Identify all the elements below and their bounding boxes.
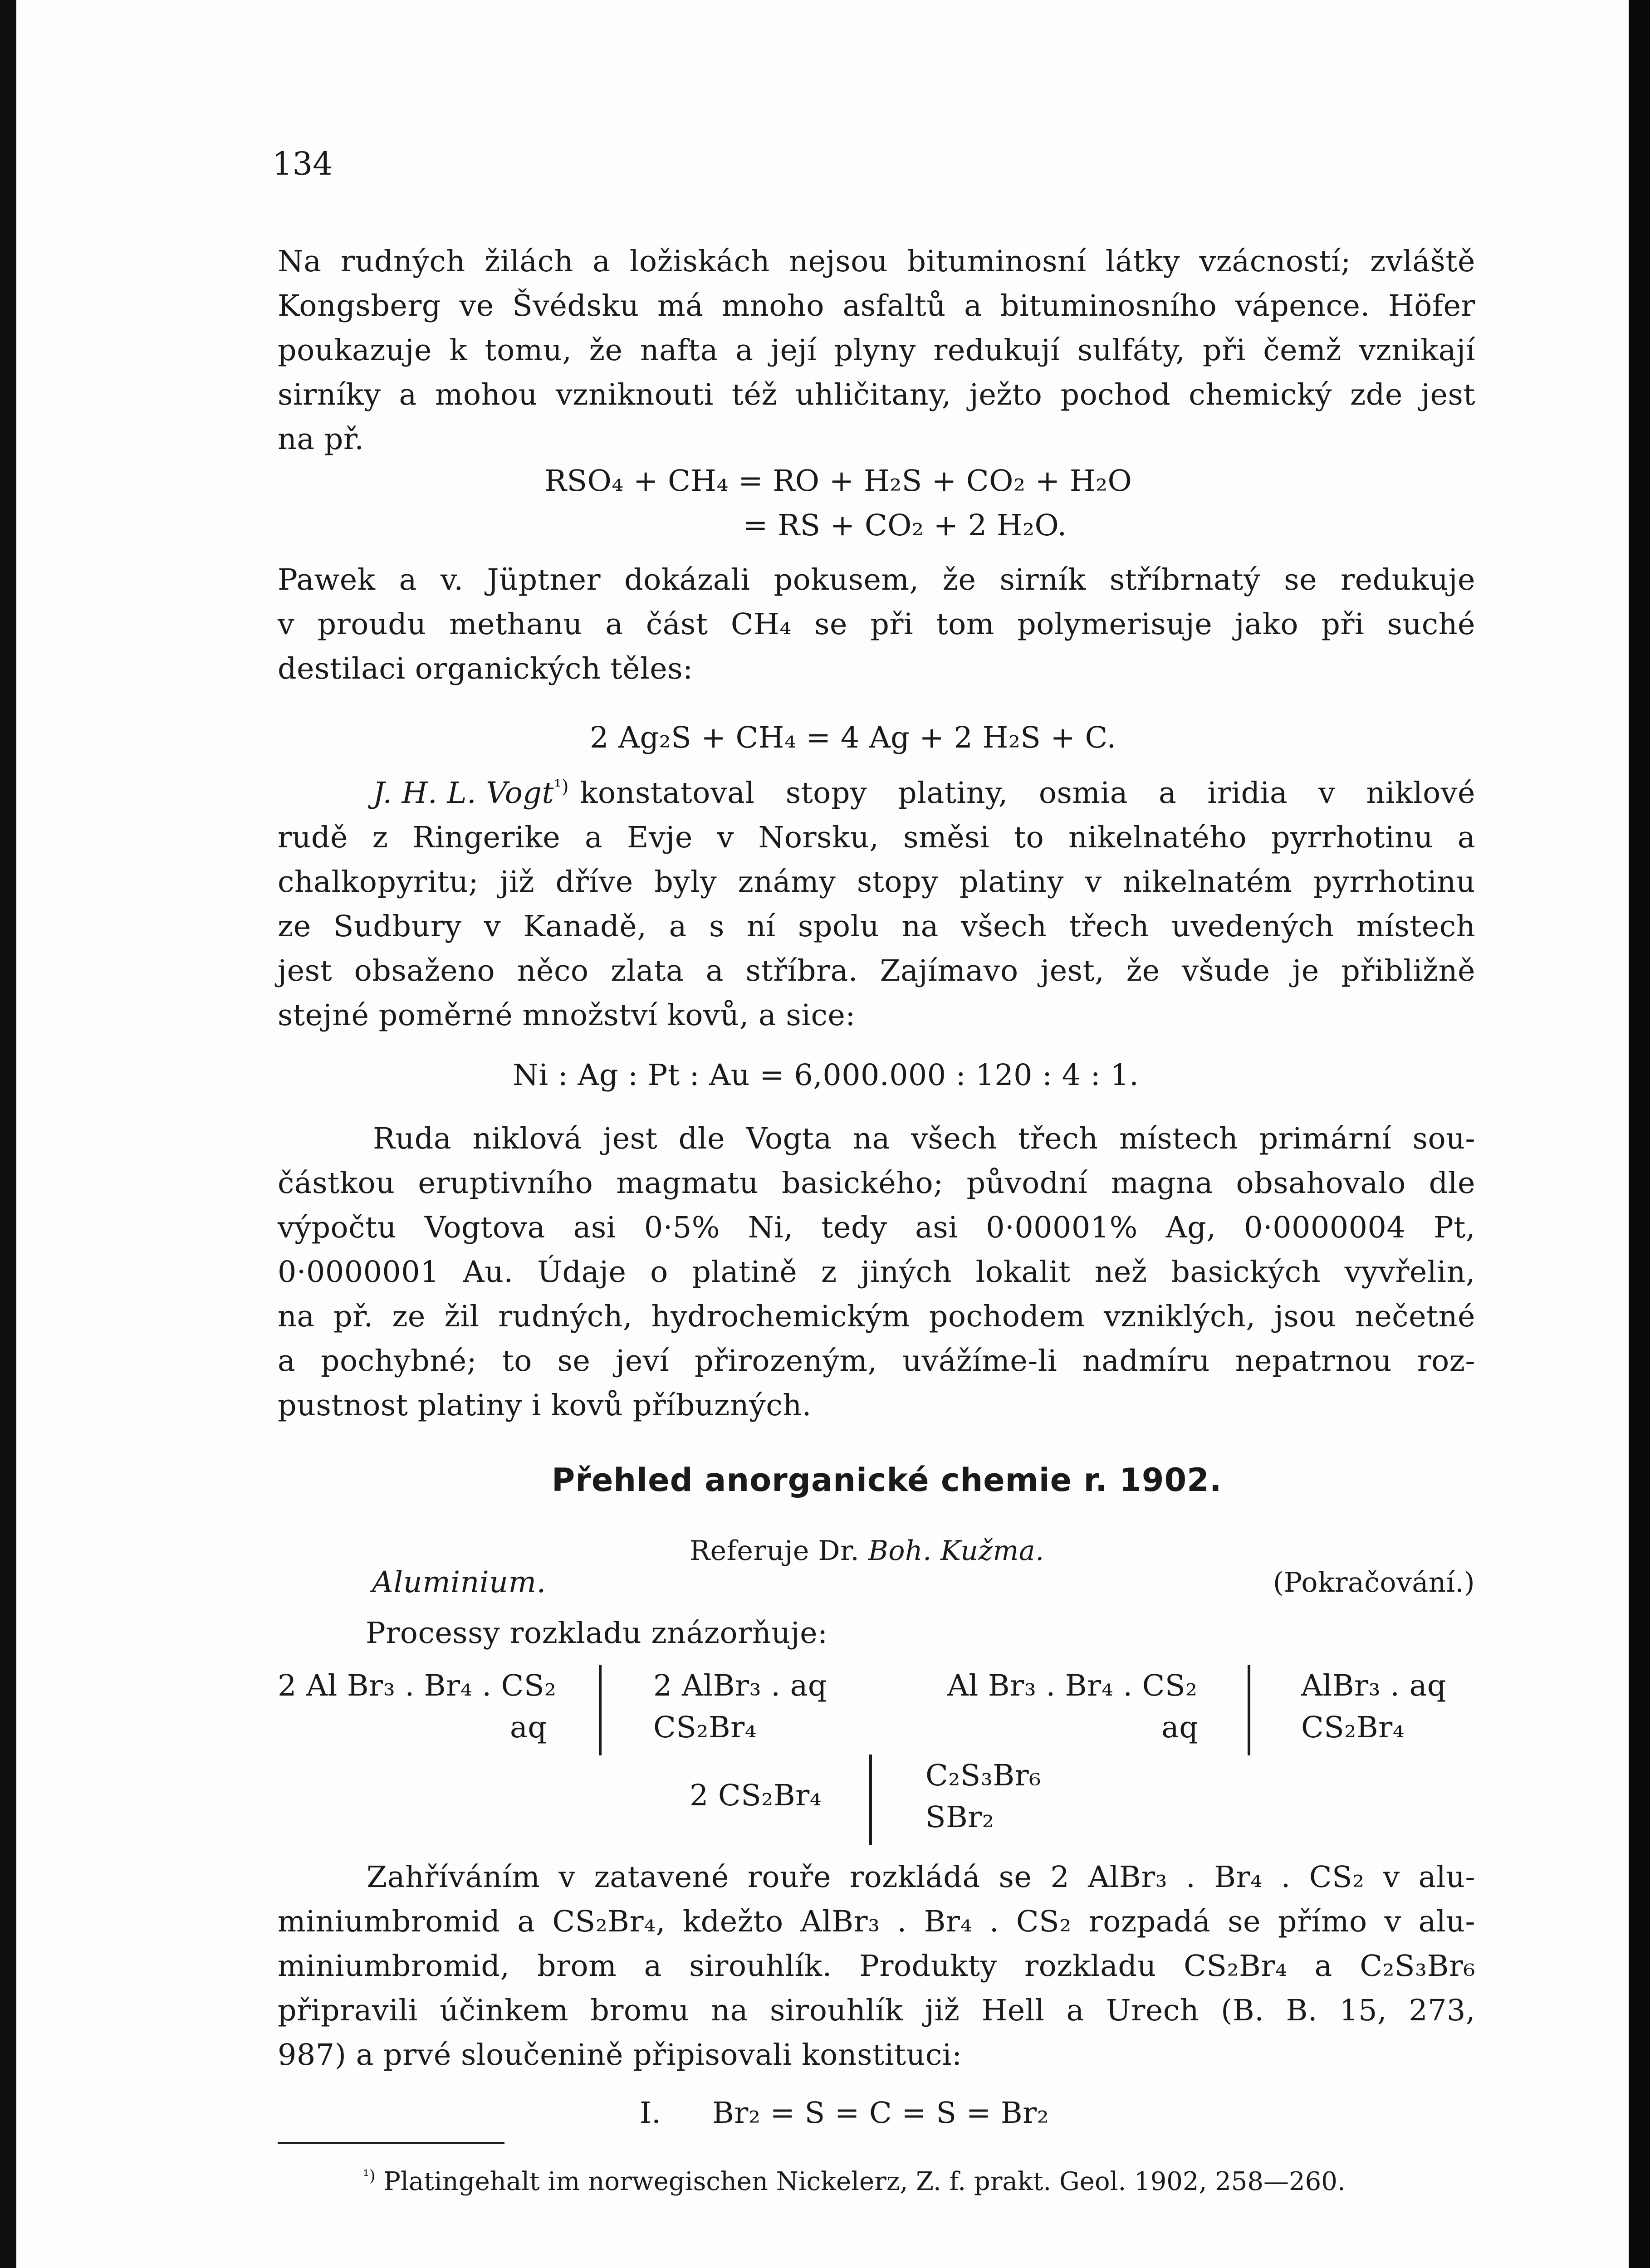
scheme-a-top: 2 Al Br₃ . Br₄ . CS₂ [278,1669,557,1703]
scheme-divider [1248,1665,1250,1755]
text-line: Zahříváním v zatavené rouře rozkládá se 2 AlBr₃ . Br₄ . CS₂ v alu- [367,1860,1475,1894]
text-line: pustnost platiny i kovů příbuzných. [278,1388,812,1422]
text-line: rudě z Ringerike a Evje v Norsku, směsi to nikelnatého pyrrhotinu a [278,821,1475,855]
text-line: připravili účinkem bromu na sirouhlík již Hell a Urech (B. B. 15, 273, [278,1994,1475,2028]
continuation-note: (Pokračování.) [1273,1567,1475,1598]
scheme-divider [599,1665,602,1755]
text-line: chalkopyritu; již dříve byly známy stopy platiny v nikelnatém pyrrhotinu [278,865,1475,899]
text-line: jest obsaženo něco zlata a stříbra. Zajímavo jest, že všude je přibližně [278,954,1475,988]
first-line-rest: konstatoval stopy platiny, osmia a iridia v niklové [580,776,1475,810]
text-line: 987) a prvé sloučenině připisovali konstituci: [278,2038,962,2072]
scheme-divider [869,1755,872,1845]
formula-label: I. [640,2096,661,2130]
referee-name: Boh. Kužma. [868,1535,1044,1567]
footnote-text: Platingehalt im norwegischen Nickelerz, Z. f. prakt. Geol. 1902, 258—260. [383,2167,1346,2196]
scheme-d-top: AlBr₃ . aq [1301,1669,1446,1703]
footnote-ref: ¹) [554,776,569,797]
scheme-b-top: 2 AlBr₃ . aq [653,1669,827,1703]
scheme-e-right-bottom: SBr₂ [925,1800,994,1834]
text-line: výpočtu Vogtova asi 0·5% Ni, tedy asi 0·00001% Ag, 0·0000004 Pt, [278,1211,1475,1245]
text-line: 0·0000001 Au. Údaje o platině z jiných lokalit než basických vyvřelin, [278,1255,1475,1289]
text-line: miniumbromid a CS₂Br₄, kdežto AlBr₃ . Br₄ . CS₂ rozpadá se přímo v alu- [278,1905,1475,1939]
text-line: miniumbromid, brom a sirouhlík. Produkty rozkladu CS₂Br₄ a C₂S₃Br₆ [278,1949,1475,1983]
text-line: Kongsberg ve Švédsku má mnoho asfaltů a bituminosního vápence. Höfer [278,289,1475,323]
text-line: částkou eruptivního magmatu basického; původní magna obsahovalo dle [278,1166,1475,1200]
formula-I: Br₂ = S = C = S = Br₂ [712,2096,1049,2130]
scheme-a-bottom: aq [510,1711,547,1745]
text-line: a pochybné; to se jeví přirozeným, uvážíme-li nadmíru nepatrnou roz- [278,1344,1475,1378]
equation-2: 2 Ag₂S + CH₄ = 4 Ag + 2 H₂S + C. [590,721,1116,755]
footnote [363,2164,1346,2200]
author-name: J. H. L. Vogt [373,776,554,810]
scan-border-right [1629,0,1650,2268]
scan-border-left [0,0,16,2268]
topic-aluminium: Aluminium. [372,1565,546,1599]
text-line: ze Sudbury v Kanadě, a s ní spolu na všech třech uvedených místech [278,909,1475,943]
text-line: Na rudných žilách a ložiskách nejsou bituminosní látky vzácností; zvláště [278,244,1475,279]
scheme-c-top: Al Br₃ . Br₄ . CS₂ [947,1669,1198,1703]
scheme-c-bottom: aq [1161,1711,1199,1745]
equation-1-line-2: = RS + CO₂ + 2 H₂O. [743,508,1067,543]
text-line: destilaci organických těles: [278,652,693,686]
footnote-marker: ¹) [363,2167,376,2185]
section-heading: Přehled anorganické chemie r. 1902. [552,1461,1222,1499]
scheme-b-bottom: CS₂Br₄ [653,1711,757,1745]
text-line: poukazuje k tomu, že nafta a její plyny redukují sulfáty, při čemž vznikají [278,333,1475,367]
text-line: na př. [278,422,364,456]
scheme-e-left: 2 CS₂Br₄ [690,1779,822,1813]
ratio-equation: Ni : Ag : Pt : Au = 6,000.000 : 120 : 4 : 1. [513,1058,1139,1092]
referee-line [690,1529,1044,1573]
referee-prefix: Referuje Dr. [690,1535,860,1567]
text-line: stejné poměrné množství kovů, a sice: [278,998,856,1032]
page-number: 134 [272,145,333,182]
processes-intro: Processy rozkladu znázorňuje: [366,1616,828,1650]
scheme-e-right-top: C₂S₃Br₆ [925,1759,1041,1793]
scheme-d-bottom: CS₂Br₄ [1301,1711,1405,1745]
equation-1-line-1: RSO₄ + CH₄ = RO + H₂S + CO₂ + H₂O [544,464,1132,498]
text-line: v proudu methanu a část CH₄ se při tom polymerisuje jako při suché [278,607,1475,641]
footnote-rule [278,2142,504,2144]
text-line: na př. ze žil rudných, hydrochemickým pochodem vzniklých, jsou nečetné [278,1300,1475,1334]
text-line [373,771,1475,816]
text-line: sirníky a mohou vzniknouti též uhličitany, ježto pochod chemický zde jest [278,378,1475,412]
text-line: Pawek a v. Jüptner dokázali pokusem, že sirník stříbrnatý se redukuje [278,563,1475,597]
text-line: Ruda niklová jest dle Vogta na všech třech místech primární sou- [373,1122,1475,1156]
